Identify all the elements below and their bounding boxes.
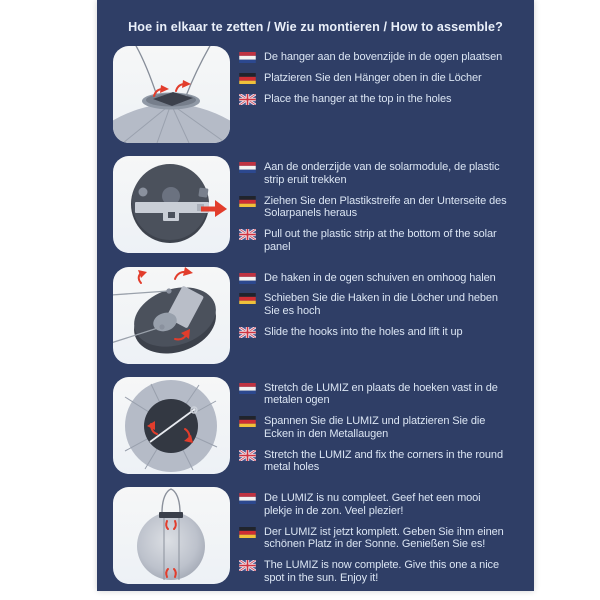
uk-flag-icon xyxy=(239,560,256,571)
step2-texts xyxy=(239,161,507,254)
step5-german-text: Der LUMIZ ist jetzt komplett. Geben Sie ihm einen schönen Platz in der Sonne. Genießen Sie es! xyxy=(264,525,504,551)
lantern-top-with-hanger-illustration xyxy=(113,46,230,143)
uk-flag-icon xyxy=(239,450,256,461)
step3-english xyxy=(239,326,507,339)
step1-german xyxy=(239,72,507,85)
netherlands-flag-icon xyxy=(239,52,256,63)
step1-english xyxy=(239,93,507,106)
step-row-5 xyxy=(113,487,534,585)
step4-image xyxy=(113,377,230,474)
step2-english xyxy=(239,228,507,254)
step3-image xyxy=(113,267,230,364)
step1-image xyxy=(113,46,230,143)
step-row-3 xyxy=(113,267,534,364)
germany-flag-icon xyxy=(239,416,256,427)
page-title: Hoe in elkaar te zetten / Wie zu montieren / How to assemble? xyxy=(128,20,503,34)
step4-german-text: Spannen Sie die LUMIZ und platzieren Sie die Ecken in den Metallaugen xyxy=(264,415,486,440)
instruction-leaflet-panel xyxy=(97,0,534,591)
solar-module-bottom-illustration xyxy=(113,156,230,253)
stretch-inside-lantern-illustration xyxy=(113,377,230,474)
step4-dutch xyxy=(239,382,507,408)
step3-german xyxy=(239,292,507,318)
step4-german xyxy=(239,415,507,441)
step3-english-text: Slide the hooks into the holes and lift it up xyxy=(264,325,463,338)
uk-flag-icon xyxy=(239,327,256,338)
step2-english-text: Pull out the plastic strip at the bottom of the solar panel xyxy=(264,228,497,253)
step5-texts xyxy=(239,492,507,585)
step1-dutch xyxy=(239,51,507,64)
netherlands-flag-icon xyxy=(239,273,256,284)
step3-dutch xyxy=(239,272,507,285)
step2-dutch xyxy=(239,161,507,187)
netherlands-flag-icon xyxy=(239,162,256,173)
steps-list xyxy=(97,34,534,585)
step1-dutch-text: De hanger aan de bovenzijde in de ogen plaatsen xyxy=(264,51,503,63)
step-row-1 xyxy=(113,46,534,143)
step3-dutch-text: De haken in de ogen schuiven en omhoog halen xyxy=(264,271,496,284)
germany-flag-icon xyxy=(239,196,256,207)
step4-english xyxy=(239,449,507,475)
germany-flag-icon xyxy=(239,527,256,538)
step3-german-text: Schieben Sie die Haken in die Löcher und heben Sie es hoch xyxy=(264,292,498,317)
germany-flag-icon xyxy=(239,73,256,84)
germany-flag-icon xyxy=(239,293,256,304)
step5-dutch xyxy=(239,492,507,518)
step5-german xyxy=(239,526,507,552)
netherlands-flag-icon xyxy=(239,493,256,504)
uk-flag-icon xyxy=(239,94,256,105)
step4-dutch-text: Stretch de LUMIZ en plaats de hoeken vast in de metalen ogen xyxy=(264,381,498,407)
step1-german-text: Platzieren Sie den Hänger oben in die Löcher xyxy=(264,71,482,84)
step2-german-text: Ziehen Sie den Plastikstreife an der Unterseite des Solarpanels heraus xyxy=(264,194,507,220)
step5-image xyxy=(113,487,230,584)
step-row-4 xyxy=(113,377,534,475)
complete-lantern-illustration xyxy=(113,487,230,584)
uk-flag-icon xyxy=(239,229,256,240)
step2-german xyxy=(239,195,507,221)
step5-english xyxy=(239,559,507,585)
step1-texts xyxy=(239,51,507,105)
step4-texts xyxy=(239,382,507,475)
step4-english-text: Stretch the LUMIZ and fix the corners in the round metal holes xyxy=(264,448,503,474)
step2-image xyxy=(113,156,230,253)
hooks-into-holes-illustration xyxy=(113,267,230,364)
step1-english-text: Place the hanger at the top in the holes xyxy=(264,92,452,105)
step3-texts xyxy=(239,272,507,339)
step-row-2 xyxy=(113,156,534,254)
step2-dutch-text: Aan de onderzijde van de solarmodule, de plastic strip eruit trekken xyxy=(264,161,500,186)
step5-dutch-text: De LUMIZ is nu compleet. Geef het een mooi plekje in de zon. Veel plezier! xyxy=(264,492,481,517)
step5-english-text: The LUMIZ is now complete. Give this one a nice spot in the sun. Enjoy it! xyxy=(264,559,499,584)
netherlands-flag-icon xyxy=(239,383,256,394)
